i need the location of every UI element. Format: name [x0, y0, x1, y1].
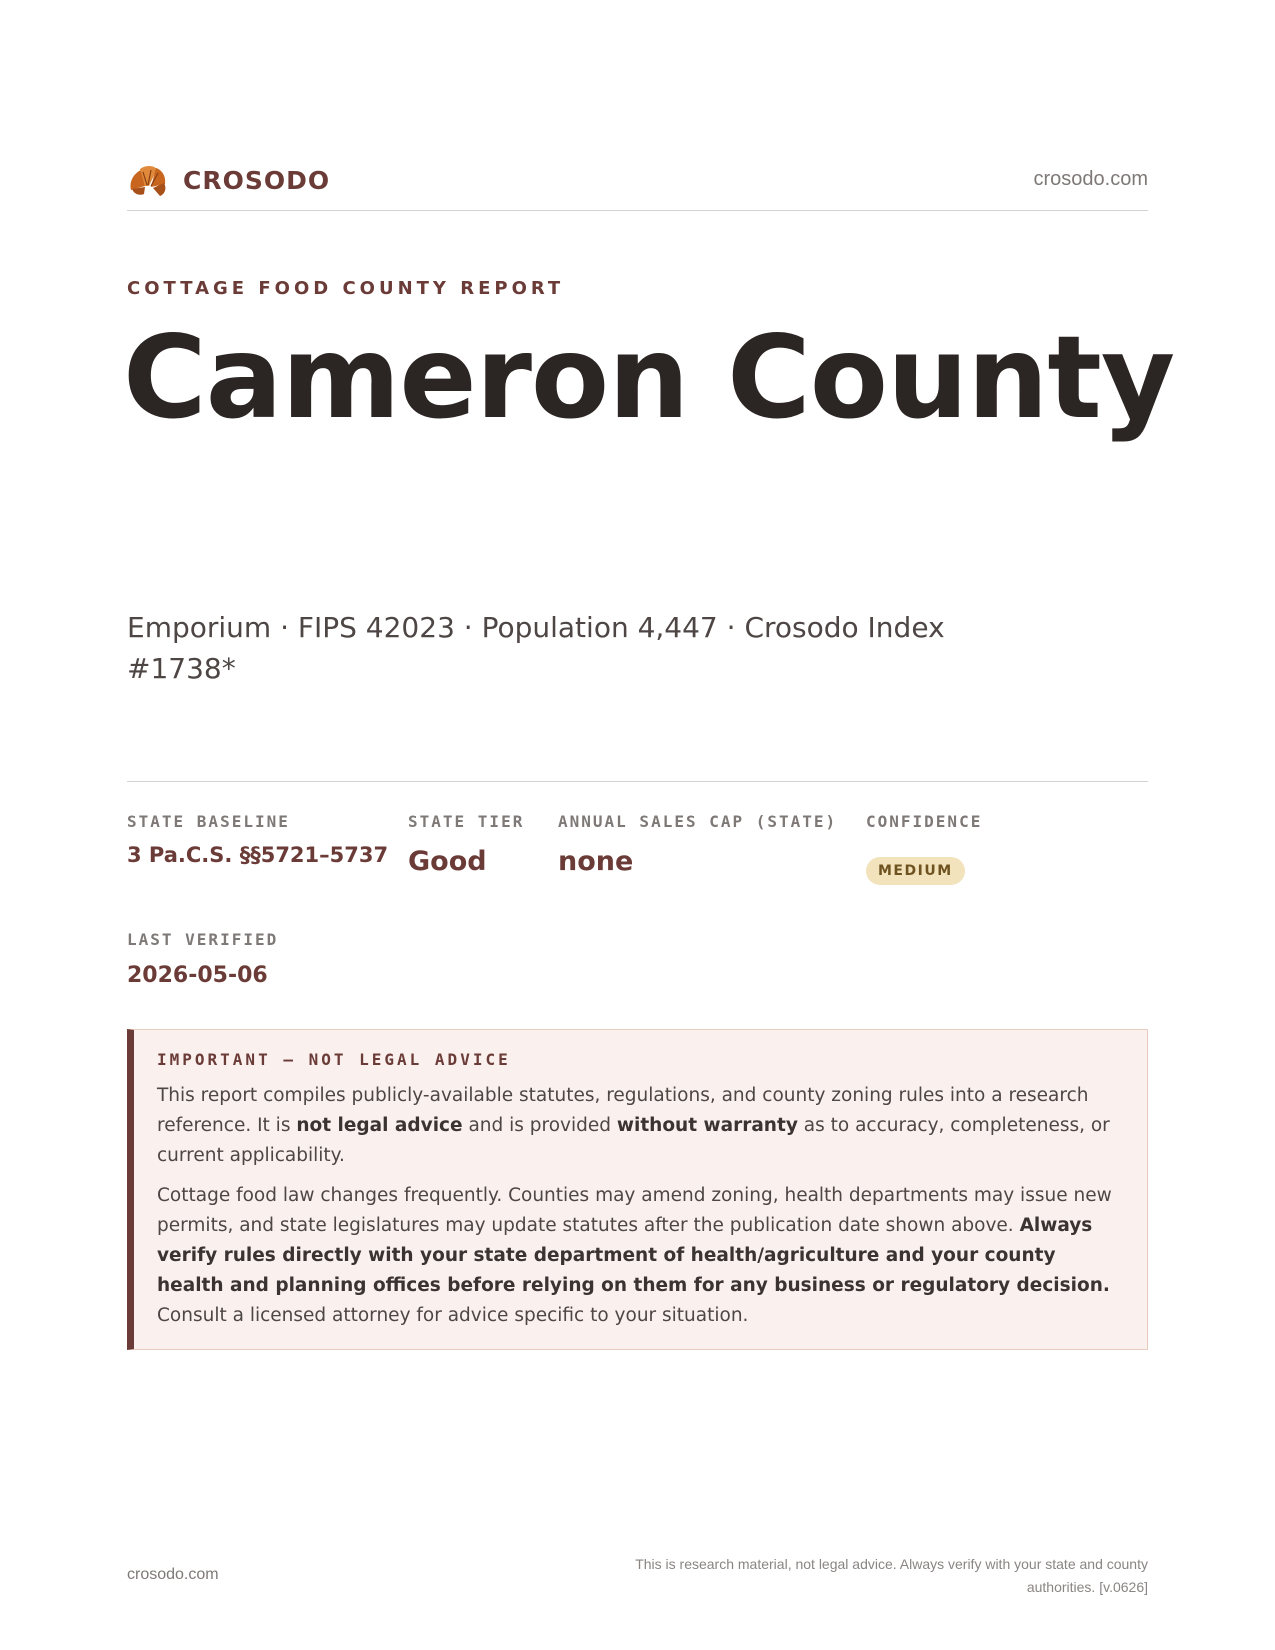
notice-text: Cottage food law changes frequently. Counties may amend zoning, health departments may issue new permits, and state legislatures may update statutes after the publication date shown above. [157, 1185, 1112, 1236]
page-header [127, 160, 1148, 211]
state-tier-value: Good [408, 846, 487, 877]
state-baseline-value: 3 Pa.C.S. §§5721–5737 [127, 843, 389, 867]
report-subtitle: Emporium · FIPS 42023 · Population 4,447 · Crosodo Index #1738* [127, 611, 945, 685]
state-baseline-label: STATE BASELINE [127, 812, 290, 831]
notice-heading: IMPORTANT — NOT LEGAL ADVICE [157, 1050, 511, 1069]
notice-emphasis: Always verify rules directly with your state department of health/agriculture and your county health and planning offices before relying on them for any business or regulatory decision. [157, 1215, 1110, 1296]
page-title: Cameron County [123, 311, 1175, 444]
report-eyebrow: COTTAGE FOOD COUNTY REPORT [127, 278, 565, 299]
croissant-icon [127, 160, 169, 200]
notice-text: and is provided [462, 1115, 617, 1136]
notice-text: This report compiles publicly-available statutes, regulations, and county zoning rules into a research reference. It is [157, 1085, 1089, 1136]
confidence-badge: MEDIUM [866, 857, 965, 885]
brand-name: CROSODO [183, 165, 331, 195]
divider [127, 781, 1148, 782]
footer-site-link[interactable]: crosodo.com [127, 1566, 219, 1583]
site-link[interactable]: crosodo.com [1033, 168, 1148, 190]
state-tier-label: STATE TIER [408, 812, 525, 831]
last-verified-value: 2026-05-06 [127, 963, 268, 988]
notice-paragraph-2 [157, 1181, 1127, 1331]
sales-cap-label: ANNUAL SALES CAP (STATE) [558, 812, 838, 831]
notice-text: Consult a licensed attorney for advice specific to your situation. [157, 1305, 749, 1326]
brand[interactable] [127, 160, 330, 200]
confidence-label: CONFIDENCE [866, 812, 983, 831]
footer-disclaimer: This is research material, not legal advice. Always verify with your state and county authorities. [v.0626] [635, 1556, 1148, 1595]
legal-notice [127, 1029, 1148, 1350]
report-page [123, 0, 1175, 1650]
notice-text: as to accuracy, completeness, or current applicability. [157, 1115, 1110, 1166]
sales-cap-value: none [558, 846, 634, 877]
notice-emphasis: not legal advice [296, 1115, 463, 1136]
last-verified-label: LAST VERIFIED [127, 930, 279, 949]
notice-emphasis: without warranty [616, 1115, 798, 1136]
notice-paragraph-1 [157, 1081, 1127, 1171]
